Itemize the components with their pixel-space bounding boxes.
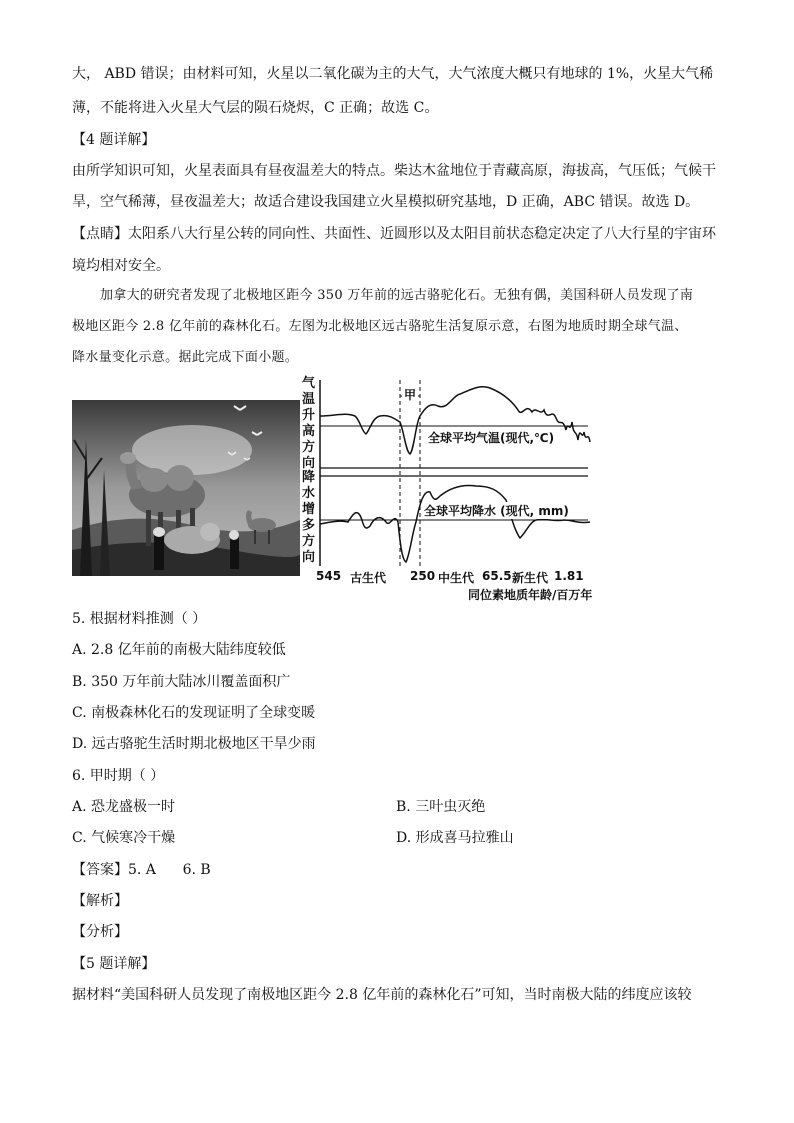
precip-ref-label: 全球平均降水 (现代, mm)	[424, 504, 569, 518]
tick-label: 545	[316, 569, 342, 583]
option-6b: B. 三叶虫灭绝	[396, 799, 486, 815]
detail-heading: 【5 题详解】	[72, 956, 156, 972]
x-axis-label: 同位素地质年龄/百万年	[468, 588, 593, 602]
para-line: 由所学知识可知，火星表面具有昼夜温差大的特点。柴达木盆地位于青藏高原，海拔高，气压低；气候干	[72, 163, 716, 179]
para-line: 薄，不能将进入火星大气层的陨石烧烬，C 正确；故选 C。	[72, 100, 439, 116]
temp-axis-label: 气温升高方向	[302, 376, 316, 471]
section-heading: 【4 题详解】	[72, 132, 156, 148]
answer-line: 【答案】5. A 6. B	[72, 862, 211, 878]
analysis-sub: 【分析】	[72, 924, 128, 940]
climate-chart	[300, 372, 612, 604]
analysis-heading: 【解析】	[72, 893, 128, 909]
period-marker: 甲	[403, 388, 416, 402]
tick-label: 中生代	[438, 571, 475, 585]
para-line: 境均相对安全。	[72, 258, 170, 274]
tick-label: 1.81	[554, 569, 584, 583]
tick-label: 250	[410, 569, 436, 583]
camel-photo	[72, 400, 300, 576]
para-line: 旱，空气稀薄，昼夜温差大；故适合建设我国建立火星模拟研究基地，D 正确，ABC 错误。故选 D。	[72, 194, 700, 210]
option-5d: D. 远古骆驼生活时期北极地区干旱少雨	[72, 736, 316, 752]
temp-ref-label: 全球平均气温(现代,℃)	[428, 431, 555, 445]
figure	[72, 372, 612, 604]
tick-label: 65.5	[482, 569, 512, 583]
option-5c: C. 南极森林化石的发现证明了全球变暖	[72, 705, 316, 721]
option-6d: D. 形成喜马拉雅山	[396, 830, 514, 846]
material-line: 极地区距今 2.8 亿年前的森林化石。左图为北极地区远古骆驼生活复原示意，右图为地质时期全球气温、	[72, 319, 688, 334]
tick-label: 古生代	[350, 571, 387, 585]
para-line: 据材料“美国科研人员发现了南极地区距今 2.8 亿年前的森林化石”可知，当时南极大陆的纬度应该较	[72, 987, 692, 1003]
option-6a: A. 恐龙盛极一时	[72, 799, 176, 815]
para-line: 大， ABD 错误；由材料可知，火星以二氧化碳为主的大气，大气浓度大概只有地球的 1%，火星大气稀	[72, 66, 714, 82]
question-6: 6. 甲时期（ ）	[72, 768, 165, 784]
tip-line: 【点睛】太阳系八大行星公转的同向性、共面性、近圆形以及太阳目前状态稳定决定了八大行星的宇宙环	[72, 226, 716, 242]
precip-axis-label: 降水增多方向	[302, 470, 316, 565]
question-5: 5. 根据材料推测（ ）	[72, 611, 207, 627]
tick-label: 新生代	[512, 571, 549, 585]
option-6c: C. 气候寒冷干燥	[72, 830, 176, 846]
option-5b: B. 350 万年前大陆冰川覆盖面积广	[72, 674, 291, 690]
option-5a: A. 2.8 亿年前的南极大陆纬度较低	[72, 642, 286, 658]
material-line: 加拿大的研究者发现了北极地区距今 350 万年前的远古骆驼化石。无独有偶，美国科研人员发现了南	[100, 288, 694, 303]
material-line: 降水量变化示意。据此完成下面小题。	[72, 350, 299, 365]
